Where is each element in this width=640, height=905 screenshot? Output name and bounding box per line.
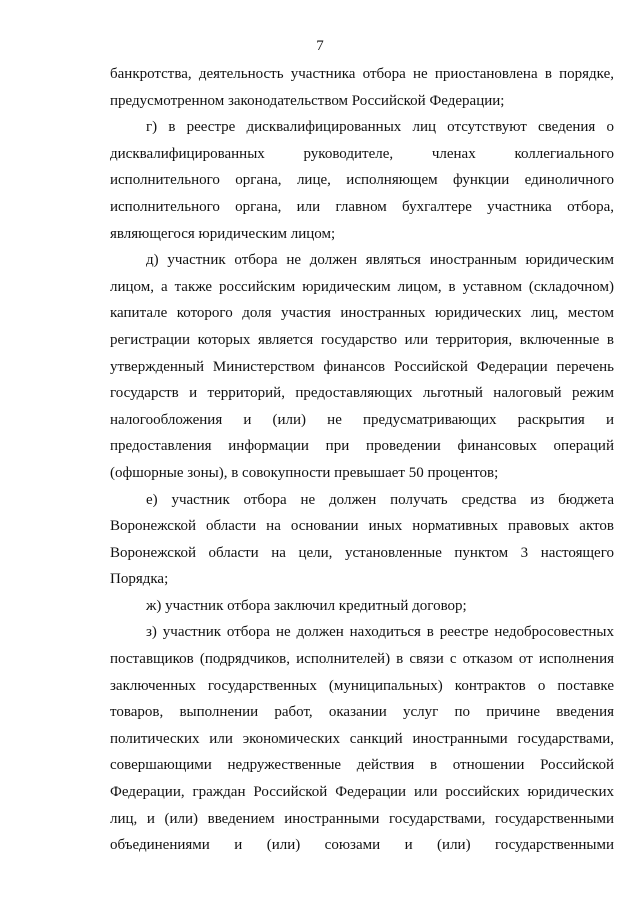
- paragraph-item-zh: [110, 593, 614, 620]
- text-line: лиц, и (или) введением иностранными государствами, государственными: [110, 810, 614, 827]
- text-line: государств и территорий, предоставляющих льготный налоговый режим: [110, 385, 614, 402]
- text-line: являющегося юридическим лицом;: [110, 225, 336, 242]
- text-line: товаров, выполнении работ, оказании услуг по причине введения: [110, 704, 614, 721]
- text-line: политических или экономических санкций иностранными государствами,: [110, 730, 614, 747]
- document-body: [110, 61, 614, 859]
- text-line: поставщиков (подрядчиков, исполнителей) в связи с отказом от исполнения: [110, 651, 614, 668]
- paragraph-bankruptcy-continuation: [110, 61, 614, 114]
- text-line: утвержденный Министерством финансов Российской Федерации перечень: [110, 358, 614, 375]
- text-line: дисквалифицированных руководителе, членах коллегиального: [110, 145, 614, 162]
- text-line: объединениями и (или) союзами и (или) государственными: [110, 837, 614, 854]
- text-line: (офшорные зоны), в совокупности превышает 50 процентов;: [110, 464, 499, 481]
- text-line: исполнительного органа, лице, исполняющем функции единоличного: [110, 172, 614, 189]
- text-line: предоставления информации при проведении финансовых операций: [110, 438, 614, 455]
- text-line: д) участник отбора не должен являться иностранным юридическим: [146, 252, 614, 269]
- text-line: налогообложения и (или) не предусматривающих раскрытия и: [110, 411, 614, 428]
- paragraph-item-e: [110, 487, 614, 593]
- paragraph-item-d: [110, 247, 614, 486]
- text-line: Воронежской области на основании иных нормативных правовых актов: [110, 518, 614, 535]
- text-line: ж) участник отбора заключил кредитный договор;: [146, 597, 467, 614]
- paragraph-item-g: [110, 114, 614, 247]
- text-line: г) в реестре дисквалифицированных лиц отсутствуют сведения о: [146, 119, 614, 136]
- text-line: регистрации которых является государство или территория, включенные в: [110, 331, 614, 348]
- text-line: исполнительного органа, или главном бухгалтере участника отбора,: [110, 198, 614, 215]
- text-line: е) участник отбора не должен получать средства из бюджета: [146, 491, 614, 508]
- text-line: заключенных государственных (муниципальных) контрактов о поставке: [110, 677, 614, 694]
- text-line: Федерации, граждан Российской Федерации или российских юридических: [110, 784, 614, 801]
- text-line: предусмотренном законодательством Российской Федерации;: [110, 92, 505, 109]
- text-line: совершающими недружественные действия в отношении Российской: [110, 757, 614, 774]
- text-line: капитале которого доля участия иностранных юридических лиц, местом: [110, 305, 614, 322]
- text-line: лицом, а также российским юридическим лицом, в уставном (складочном): [110, 278, 614, 295]
- text-line: Порядка;: [110, 571, 169, 588]
- text-line: Воронежской области на цели, установленные пунктом 3 настоящего: [110, 544, 614, 561]
- text-line: банкротства, деятельность участника отбора не приостановлена в порядке,: [110, 66, 614, 82]
- page-number: 7: [316, 38, 324, 54]
- paragraph-item-z: [110, 619, 614, 858]
- text-line: з) участник отбора не должен находиться в реестре недобросовестных: [146, 624, 614, 641]
